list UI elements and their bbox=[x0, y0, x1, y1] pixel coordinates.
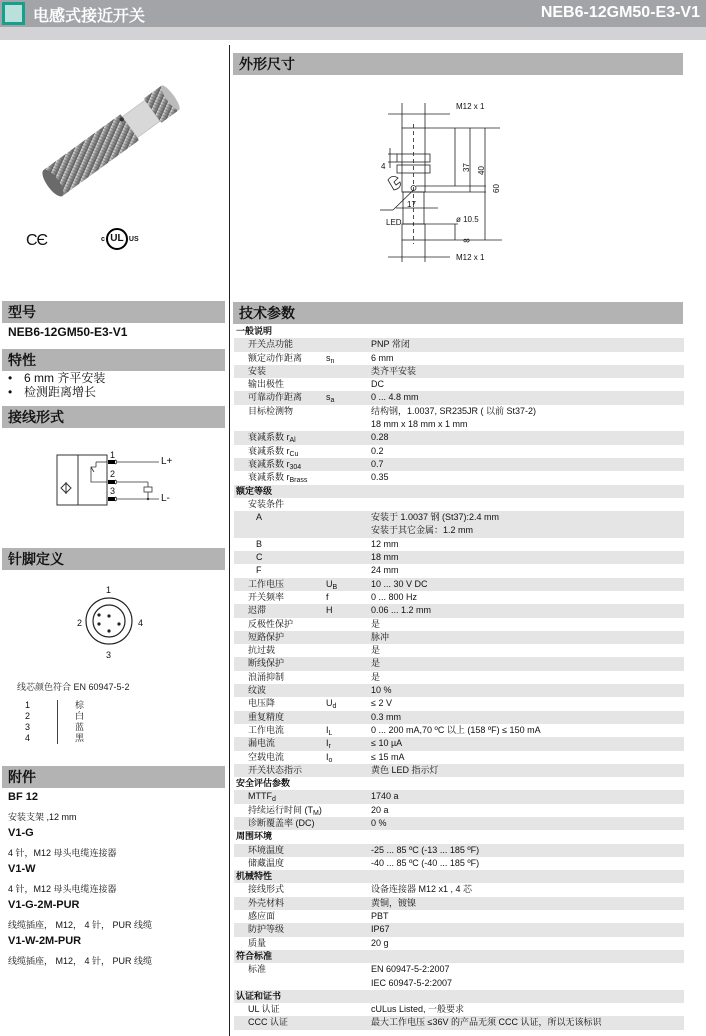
dim-diameter: ø 10.5 bbox=[456, 215, 479, 224]
section-header-specs: 技术参数 bbox=[233, 302, 683, 324]
spec-value bbox=[371, 990, 684, 1003]
spec-row bbox=[234, 844, 684, 857]
spec-value: -25 ... 85 ºC (-13 ... 185 ºF) bbox=[371, 844, 480, 855]
spec-row bbox=[234, 498, 684, 511]
spec-category-label: 机械特性 bbox=[236, 871, 273, 882]
spec-key: 感应面 bbox=[248, 911, 276, 922]
wire-pin: 2 bbox=[25, 711, 31, 721]
spec-key: 空载电流 bbox=[248, 751, 285, 762]
dim-nut: 4 bbox=[381, 162, 386, 171]
section-header-accessories: 附件 bbox=[2, 766, 225, 788]
model-title: NEB6-12GM50-E3-V1 bbox=[540, 4, 700, 21]
wire-color-table bbox=[25, 700, 84, 744]
spec-value: 是 bbox=[371, 671, 381, 682]
accessory-name[interactable]: V1-G bbox=[8, 827, 34, 839]
page-title: 电感式接近开关 bbox=[33, 8, 146, 25]
spec-row bbox=[234, 644, 684, 657]
spec-value: 脉冲 bbox=[371, 631, 390, 642]
spec-key: A bbox=[256, 512, 263, 523]
culus-mark-icon: c UL US bbox=[101, 228, 139, 250]
spec-key: F bbox=[256, 565, 262, 576]
dim-60: 60 bbox=[491, 184, 501, 193]
spec-key: CCC 认证 bbox=[248, 1017, 288, 1028]
spec-category bbox=[234, 870, 684, 883]
model-value: NEB6-12GM50-E3-V1 bbox=[8, 325, 128, 339]
pinout-pin-label: 1 bbox=[106, 585, 112, 595]
spec-row bbox=[234, 684, 684, 697]
spec-row bbox=[234, 1016, 684, 1029]
wire-color-row bbox=[25, 700, 84, 711]
accessory-name[interactable]: V1-W-2M-PUR bbox=[8, 935, 82, 947]
spec-row bbox=[234, 471, 684, 484]
spec-symbol: $U_B$ bbox=[326, 578, 338, 591]
wiring-pin-label: 1 bbox=[110, 450, 116, 460]
spec-key: 标准 bbox=[248, 964, 267, 975]
spec-row bbox=[234, 937, 684, 950]
section-header-features: 特性 bbox=[2, 349, 225, 371]
accessory-name[interactable]: BF 12 bbox=[8, 791, 38, 803]
spec-value: 0.06 ... 1.2 mm bbox=[371, 605, 432, 616]
spec-row bbox=[234, 338, 684, 351]
connector-pinout-diagram bbox=[85, 596, 135, 646]
spec-category-label: 一般说明 bbox=[236, 326, 273, 336]
spec-table bbox=[234, 325, 684, 1030]
spec-value: 是 bbox=[371, 618, 381, 629]
spec-category-label: 认证和证书 bbox=[236, 990, 282, 1001]
spec-symbol: $I_L$ bbox=[326, 724, 333, 737]
pinout-pin-label: 4 bbox=[138, 618, 144, 628]
spec-symbol: $I_o$ bbox=[326, 751, 333, 764]
spec-row bbox=[234, 671, 684, 684]
spec-key: 抗过载 bbox=[248, 645, 276, 656]
spec-value bbox=[371, 830, 684, 843]
spec-row bbox=[234, 857, 684, 870]
spec-value: 10 ... 30 V DC bbox=[371, 578, 428, 589]
feature-item: • 6 mm 齐平安装 bbox=[8, 371, 105, 385]
spec-row bbox=[234, 578, 684, 591]
spec-key: 诊断覆盖率 (DC) bbox=[248, 817, 315, 828]
spec-key: 可靠动作距离 bbox=[248, 392, 303, 403]
spec-row bbox=[234, 511, 684, 538]
spec-symbol: $I_r$ bbox=[326, 738, 331, 751]
spec-row bbox=[234, 458, 684, 471]
wiring-pin-label: 3 bbox=[110, 486, 116, 496]
spec-key: 外壳材料 bbox=[248, 897, 285, 908]
wire-pin: 4 bbox=[25, 733, 31, 743]
spec-row bbox=[234, 923, 684, 936]
spec-row bbox=[234, 657, 684, 670]
spec-value: 黄铜，镀镍 bbox=[371, 897, 417, 908]
spec-value: DC bbox=[371, 379, 384, 390]
wire-color-row bbox=[25, 733, 84, 744]
spec-key: 衰减系数 $r_{304}$ bbox=[248, 458, 302, 471]
accessory-name[interactable]: V1-G-2M-PUR bbox=[8, 899, 80, 911]
spec-value: 最大工作电压 ≤36V 的产品无须 CCC 认证，所以无该标识 bbox=[371, 1017, 602, 1028]
spec-category bbox=[234, 777, 684, 790]
spec-row bbox=[234, 391, 684, 404]
dim-led: LED bbox=[386, 218, 402, 227]
spec-key: B bbox=[256, 538, 263, 549]
spec-value: 18 mm bbox=[371, 552, 399, 563]
spec-category bbox=[234, 950, 684, 963]
spec-category bbox=[234, 485, 684, 498]
wiring-terminal-label: L- bbox=[161, 493, 170, 504]
spec-value: -40 ... 85 ºC (-40 ... 185 ºF) bbox=[371, 857, 480, 868]
spec-value: 是 bbox=[371, 645, 381, 656]
spec-value bbox=[371, 325, 684, 338]
spec-symbol: H bbox=[326, 605, 333, 616]
spec-key: 衰减系数 $r_{Cu}$ bbox=[248, 445, 299, 458]
spec-key: 防护等级 bbox=[248, 924, 285, 935]
spec-key: 开关状态指示 bbox=[248, 764, 303, 775]
spec-key: 输出极性 bbox=[248, 379, 285, 390]
spec-value: 是 bbox=[371, 658, 381, 669]
spec-symbol: $s_a$ bbox=[326, 392, 335, 405]
spec-row bbox=[234, 711, 684, 724]
wire-color-row bbox=[25, 711, 84, 722]
spec-row bbox=[234, 963, 684, 990]
spec-row bbox=[234, 352, 684, 365]
spec-key: 开关频率 bbox=[248, 591, 285, 602]
accessory-desc: 线缆插座， M12， 4 针， PUR 线缆 bbox=[8, 956, 153, 966]
spec-row bbox=[234, 697, 684, 710]
section-header-dimensions: 外形尺寸 bbox=[233, 53, 683, 75]
spec-key: 工作电压 bbox=[248, 578, 285, 589]
column-divider bbox=[229, 45, 230, 1036]
spec-key: 浪涌抑制 bbox=[248, 671, 285, 682]
spec-key: $MTTF_d$ bbox=[248, 791, 276, 804]
spec-value: PNP 常闭 bbox=[371, 339, 410, 350]
spec-value: 12 mm bbox=[371, 538, 399, 549]
spec-row bbox=[234, 591, 684, 604]
spec-value: 0.3 mm bbox=[371, 711, 402, 722]
spec-value bbox=[371, 870, 684, 883]
spec-value: 0.2 bbox=[371, 445, 384, 456]
spec-value: 20 g bbox=[371, 937, 389, 948]
spec-value: 0.7 bbox=[371, 458, 384, 469]
feature-item: • 检测距离增长 bbox=[8, 385, 105, 399]
spec-value: 0.28 bbox=[371, 432, 389, 443]
spec-value bbox=[371, 777, 684, 790]
spec-category bbox=[234, 830, 684, 843]
spec-category-label: 安全评估参数 bbox=[236, 778, 291, 789]
spec-value: 设备连接器 M12 x1 , 4 芯 bbox=[371, 884, 473, 895]
dim-40: 40 bbox=[476, 166, 486, 175]
spec-row bbox=[234, 445, 684, 458]
spec-row bbox=[234, 564, 684, 577]
spec-value: EN 60947-5-2:2007 IEC 60947-5-2:2007 bbox=[371, 964, 453, 988]
spec-value: 0 % bbox=[371, 817, 387, 828]
spec-row bbox=[234, 431, 684, 444]
spec-key: 衰减系数 $r_{Al}$ bbox=[248, 432, 296, 445]
wiring-pin-label: 2 bbox=[110, 469, 116, 479]
spec-value: IP67 bbox=[371, 924, 390, 935]
spec-value: PBT bbox=[371, 911, 389, 922]
spec-key: 迟滞 bbox=[248, 605, 267, 616]
pinout-pin-label: 3 bbox=[106, 650, 112, 660]
spec-value: 10 % bbox=[371, 685, 392, 696]
wiring-terminal-label: L+ bbox=[161, 456, 173, 467]
spec-key: 目标检测物 bbox=[248, 405, 294, 416]
spec-symbol: $U_d$ bbox=[326, 698, 337, 711]
spec-value bbox=[371, 498, 684, 511]
dim-wrench: 17 bbox=[407, 200, 416, 209]
spec-row bbox=[234, 817, 684, 830]
dim-thread-bottom: M12 x 1 bbox=[456, 253, 485, 262]
wire-color: 黑 bbox=[75, 733, 85, 743]
spec-value: cULus Listed, 一般要求 bbox=[371, 1004, 465, 1015]
wire-color: 棕 bbox=[75, 700, 85, 710]
accessory-desc: 4 针，M12 母头电缆连接器 bbox=[8, 848, 117, 858]
spec-row bbox=[234, 378, 684, 391]
spec-row bbox=[234, 405, 684, 432]
dim-8: 8 bbox=[462, 238, 472, 243]
spec-row bbox=[234, 897, 684, 910]
spec-row bbox=[234, 737, 684, 750]
spec-category-label: 周围环境 bbox=[236, 831, 273, 842]
spec-key: 环境温度 bbox=[248, 844, 285, 855]
spec-category-label: 符合标准 bbox=[236, 950, 273, 961]
spec-row bbox=[234, 365, 684, 378]
spec-symbol: f bbox=[326, 591, 329, 602]
spec-row bbox=[234, 790, 684, 803]
spec-key: 漏电流 bbox=[248, 738, 276, 749]
wire-color: 蓝 bbox=[75, 722, 85, 732]
spec-category bbox=[234, 325, 684, 338]
spec-value: 安装于 1.0037 钢 (St37):2.4 mm 安装于其它金属：1.2 mm bbox=[371, 512, 500, 536]
spec-value: ≤ 15 mA bbox=[371, 751, 405, 762]
spec-value: 24 mm bbox=[371, 565, 399, 576]
spec-key: 质量 bbox=[248, 937, 267, 948]
spec-row bbox=[234, 618, 684, 631]
spec-category bbox=[234, 990, 684, 1003]
accessory-desc: 安装支架 ,12 mm bbox=[8, 812, 77, 822]
accessory-desc: 4 针，M12 母头电缆连接器 bbox=[8, 884, 117, 894]
spec-value: 1740 a bbox=[371, 791, 399, 802]
spec-key: 反极性保护 bbox=[248, 618, 294, 629]
dim-thread-top: M12 x 1 bbox=[456, 102, 485, 111]
spec-key: 纹波 bbox=[248, 685, 267, 696]
spec-value: 0 ... 800 Hz bbox=[371, 591, 418, 602]
spec-row bbox=[234, 804, 684, 817]
header-bar bbox=[0, 0, 706, 27]
spec-value bbox=[371, 485, 684, 498]
spec-value bbox=[371, 950, 684, 963]
spec-row bbox=[234, 724, 684, 737]
spec-key: 衰减系数 $r_{Brass}$ bbox=[248, 472, 308, 485]
spec-value: 类齐平安装 bbox=[371, 365, 417, 376]
spec-value: 0 ... 4.8 mm bbox=[371, 392, 419, 403]
wire-color: 白 bbox=[75, 711, 85, 721]
spec-key: 额定动作距离 bbox=[248, 352, 303, 363]
spec-key: 储藏温度 bbox=[248, 857, 285, 868]
spec-row bbox=[234, 764, 684, 777]
spec-value: ≤ 10 µA bbox=[371, 738, 403, 749]
spec-key: UL 认证 bbox=[248, 1004, 280, 1015]
wire-color-note: 线芯颜色符合 EN 60947-5-2 bbox=[17, 682, 130, 692]
accessory-desc: 线缆插座， M12， 4 针， PUR 线缆 bbox=[8, 920, 153, 930]
ce-mark-icon: CЄ bbox=[26, 232, 48, 249]
wire-pin: 1 bbox=[25, 700, 31, 710]
spec-key: 开关点功能 bbox=[248, 339, 294, 350]
spec-key: 工作电流 bbox=[248, 724, 285, 735]
spec-value: 0 ... 200 mA,70 ºC 以上 (158 ºF) ≤ 150 mA bbox=[371, 724, 541, 735]
spec-row bbox=[234, 883, 684, 896]
spec-row bbox=[234, 604, 684, 617]
spec-value: 0.35 bbox=[371, 472, 389, 483]
product-image bbox=[25, 55, 205, 225]
spec-value: 6 mm bbox=[371, 352, 394, 363]
spec-key: 断线保护 bbox=[248, 658, 285, 669]
header-subbar bbox=[0, 27, 706, 40]
wire-pin: 3 bbox=[25, 722, 31, 732]
spec-key: 安装 bbox=[248, 365, 267, 376]
spec-key: 持续运行时间 $(T_M)$ bbox=[248, 804, 322, 817]
features-list bbox=[8, 371, 105, 399]
section-header-wiring: 接线形式 bbox=[2, 406, 225, 428]
spec-row bbox=[234, 538, 684, 551]
spec-category-label: 额定等级 bbox=[236, 485, 273, 496]
spec-key: C bbox=[256, 552, 263, 563]
pinout-pin-label: 2 bbox=[77, 618, 83, 628]
section-header-pinout: 针脚定义 bbox=[2, 548, 225, 570]
spec-value: 结构钢，1.0037, SR235JR ( 以前 St37-2) 18 mm x 18 mm x 1 mm bbox=[371, 405, 537, 430]
spec-row bbox=[234, 751, 684, 764]
brand-logo-icon bbox=[2, 2, 25, 25]
spec-row bbox=[234, 910, 684, 923]
spec-key: 电压降 bbox=[248, 698, 276, 709]
spec-value: 20 a bbox=[371, 804, 389, 815]
spec-row bbox=[234, 551, 684, 564]
wire-color-row bbox=[25, 722, 84, 733]
spec-key: 接线形式 bbox=[248, 884, 285, 895]
spec-row bbox=[234, 631, 684, 644]
spec-row bbox=[234, 1003, 684, 1016]
section-header-model: 型号 bbox=[2, 301, 225, 323]
spec-key: 短路保护 bbox=[248, 631, 285, 642]
spec-value: ≤ 2 V bbox=[371, 698, 392, 709]
dim-37: 37 bbox=[461, 163, 471, 172]
spec-symbol: $s_n$ bbox=[326, 352, 335, 365]
accessory-name[interactable]: V1-W bbox=[8, 863, 36, 875]
spec-value: 黄色 LED 指示灯 bbox=[371, 764, 439, 775]
spec-key: 安装条件 bbox=[248, 498, 285, 509]
spec-key: 重复精度 bbox=[248, 711, 285, 722]
